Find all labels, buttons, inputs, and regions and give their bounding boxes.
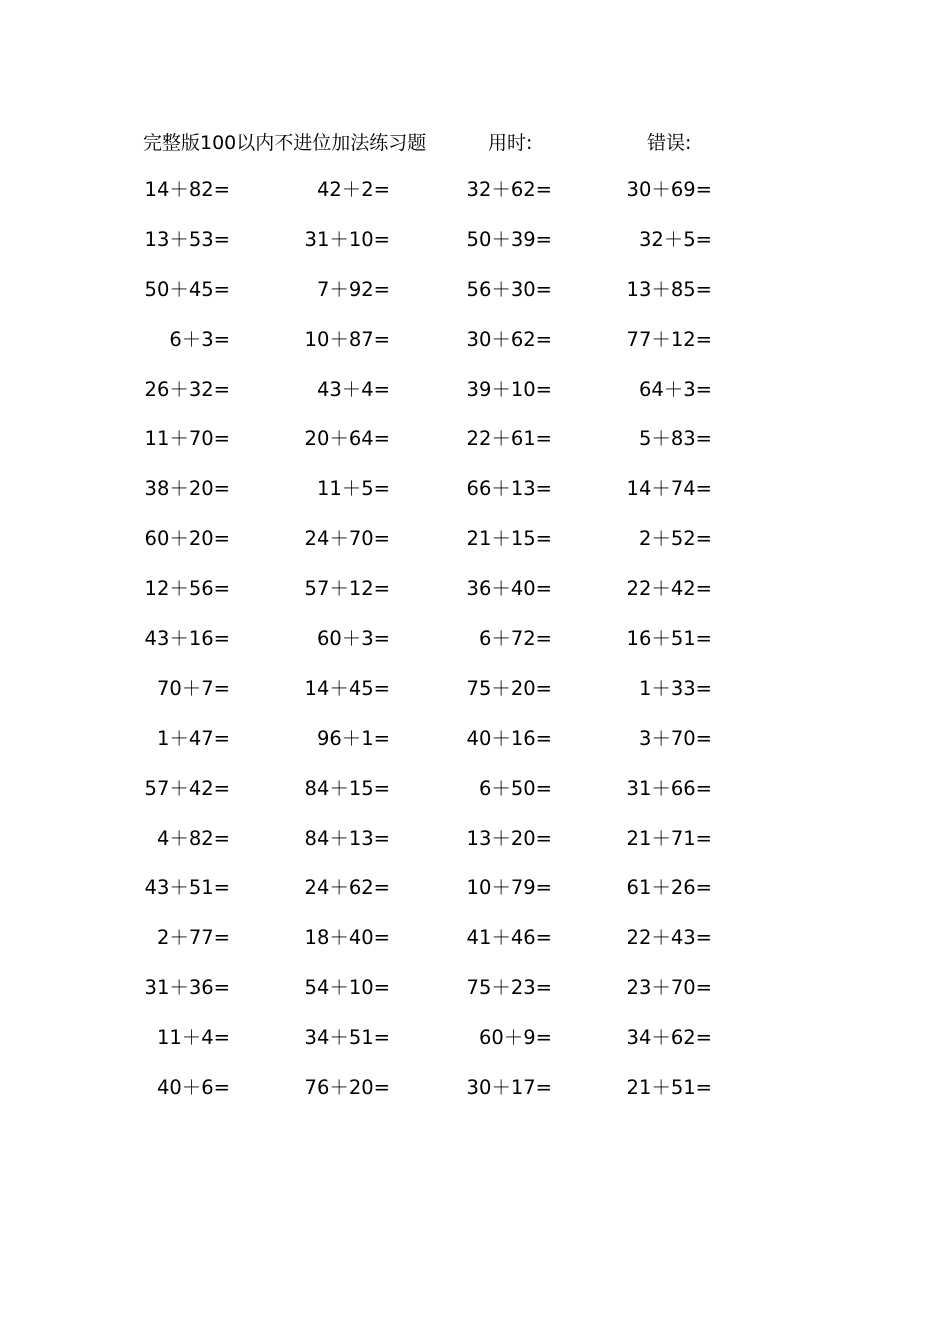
problem-row [140,275,760,325]
addition-problem: 21＋71= [626,826,712,850]
addition-problem: 75＋23= [466,976,552,1000]
addition-problem: 18＋40= [304,926,390,950]
errors-label: 错误: [647,132,692,154]
addition-problem: 60＋9= [478,1026,552,1050]
worksheet-title: 完整版100以内不进位加法练习题 [143,132,427,154]
problem-row [140,774,760,824]
addition-problem: 76＋20= [304,1076,390,1100]
addition-problem: 31＋10= [304,227,390,251]
problem-row [140,474,760,524]
problem-row [140,624,760,674]
addition-problem: 10＋87= [304,327,390,351]
problem-row [140,923,760,973]
problem-row [140,1073,760,1123]
addition-problem: 96＋1= [316,726,390,750]
addition-problem: 56＋30= [466,277,552,301]
addition-problem: 57＋42= [144,776,230,800]
addition-problem: 6＋3= [169,327,230,351]
problem-row [140,524,760,574]
addition-problem: 12＋56= [144,577,230,601]
addition-problem: 66＋13= [466,477,552,501]
problem-row [140,824,760,874]
addition-problem: 22＋43= [626,926,712,950]
addition-problem: 43＋51= [144,876,230,900]
problem-row [140,225,760,275]
addition-problem: 13＋53= [144,227,230,251]
addition-problem: 22＋61= [466,427,552,451]
problem-row [140,724,760,774]
problem-row [140,325,760,375]
addition-problem: 13＋20= [466,826,552,850]
addition-problem: 4＋82= [156,826,230,850]
problem-row [140,574,760,624]
addition-problem: 30＋69= [626,178,712,201]
addition-problem: 16＋51= [626,627,712,651]
addition-problem: 40＋16= [466,726,552,750]
addition-problem: 31＋36= [144,976,230,1000]
addition-problem: 54＋10= [304,976,390,1000]
addition-problem: 43＋4= [316,377,390,401]
problem-row [140,674,760,724]
addition-problem: 24＋70= [304,527,390,551]
problem-row [140,873,760,923]
addition-problem: 2＋77= [156,926,230,950]
problem-row [140,973,760,1023]
addition-problem: 20＋64= [304,427,390,451]
addition-problem: 84＋13= [304,826,390,850]
problem-row [140,375,760,425]
addition-problem: 1＋33= [638,676,712,700]
addition-problem: 43＋16= [144,627,230,651]
addition-problem: 64＋3= [638,377,712,401]
addition-problem: 21＋51= [626,1076,712,1100]
addition-problem: 60＋20= [144,527,230,551]
addition-problem: 11＋5= [316,477,390,501]
addition-problem: 75＋20= [466,676,552,700]
addition-problem: 34＋51= [304,1026,390,1050]
addition-problem: 36＋40= [466,577,552,601]
addition-problem: 32＋5= [638,227,712,251]
addition-problem: 6＋50= [478,776,552,800]
problem-row [140,1023,760,1073]
addition-problem: 39＋10= [466,377,552,401]
addition-problem: 77＋12= [626,327,712,351]
addition-problem: 22＋42= [626,577,712,601]
addition-problem: 14＋74= [626,477,712,501]
addition-problem: 11＋70= [144,427,230,451]
addition-problem: 10＋79= [466,876,552,900]
addition-problem: 1＋47= [156,726,230,750]
problem-row [140,424,760,474]
addition-problem: 7＋92= [316,277,390,301]
addition-problem: 61＋26= [626,876,712,900]
addition-problem: 23＋70= [626,976,712,1000]
addition-problem: 3＋70= [638,726,712,750]
addition-problem: 13＋85= [626,277,712,301]
addition-problem: 34＋62= [626,1026,712,1050]
problem-grid [140,175,760,1123]
addition-problem: 14＋45= [304,676,390,700]
addition-problem: 26＋32= [144,377,230,401]
addition-problem: 5＋83= [638,427,712,451]
addition-problem: 31＋66= [626,776,712,800]
addition-problem: 41＋46= [466,926,552,950]
addition-problem: 32＋62= [466,178,552,201]
problem-row [140,175,760,225]
addition-problem: 14＋82= [144,178,230,201]
addition-problem: 60＋3= [316,627,390,651]
addition-problem: 50＋39= [466,227,552,251]
worksheet-header [143,128,763,158]
addition-problem: 11＋4= [156,1026,230,1050]
addition-problem: 42＋2= [316,178,390,201]
addition-problem: 40＋6= [156,1076,230,1100]
addition-problem: 38＋20= [144,477,230,501]
time-label: 用时: [488,132,533,154]
addition-problem: 84＋15= [304,776,390,800]
addition-problem: 24＋62= [304,876,390,900]
addition-problem: 70＋7= [156,676,230,700]
addition-problem: 57＋12= [304,577,390,601]
addition-problem: 50＋45= [144,277,230,301]
addition-problem: 2＋52= [638,527,712,551]
addition-problem: 30＋62= [466,327,552,351]
addition-problem: 6＋72= [478,627,552,651]
addition-problem: 21＋15= [466,527,552,551]
addition-problem: 30＋17= [466,1076,552,1100]
